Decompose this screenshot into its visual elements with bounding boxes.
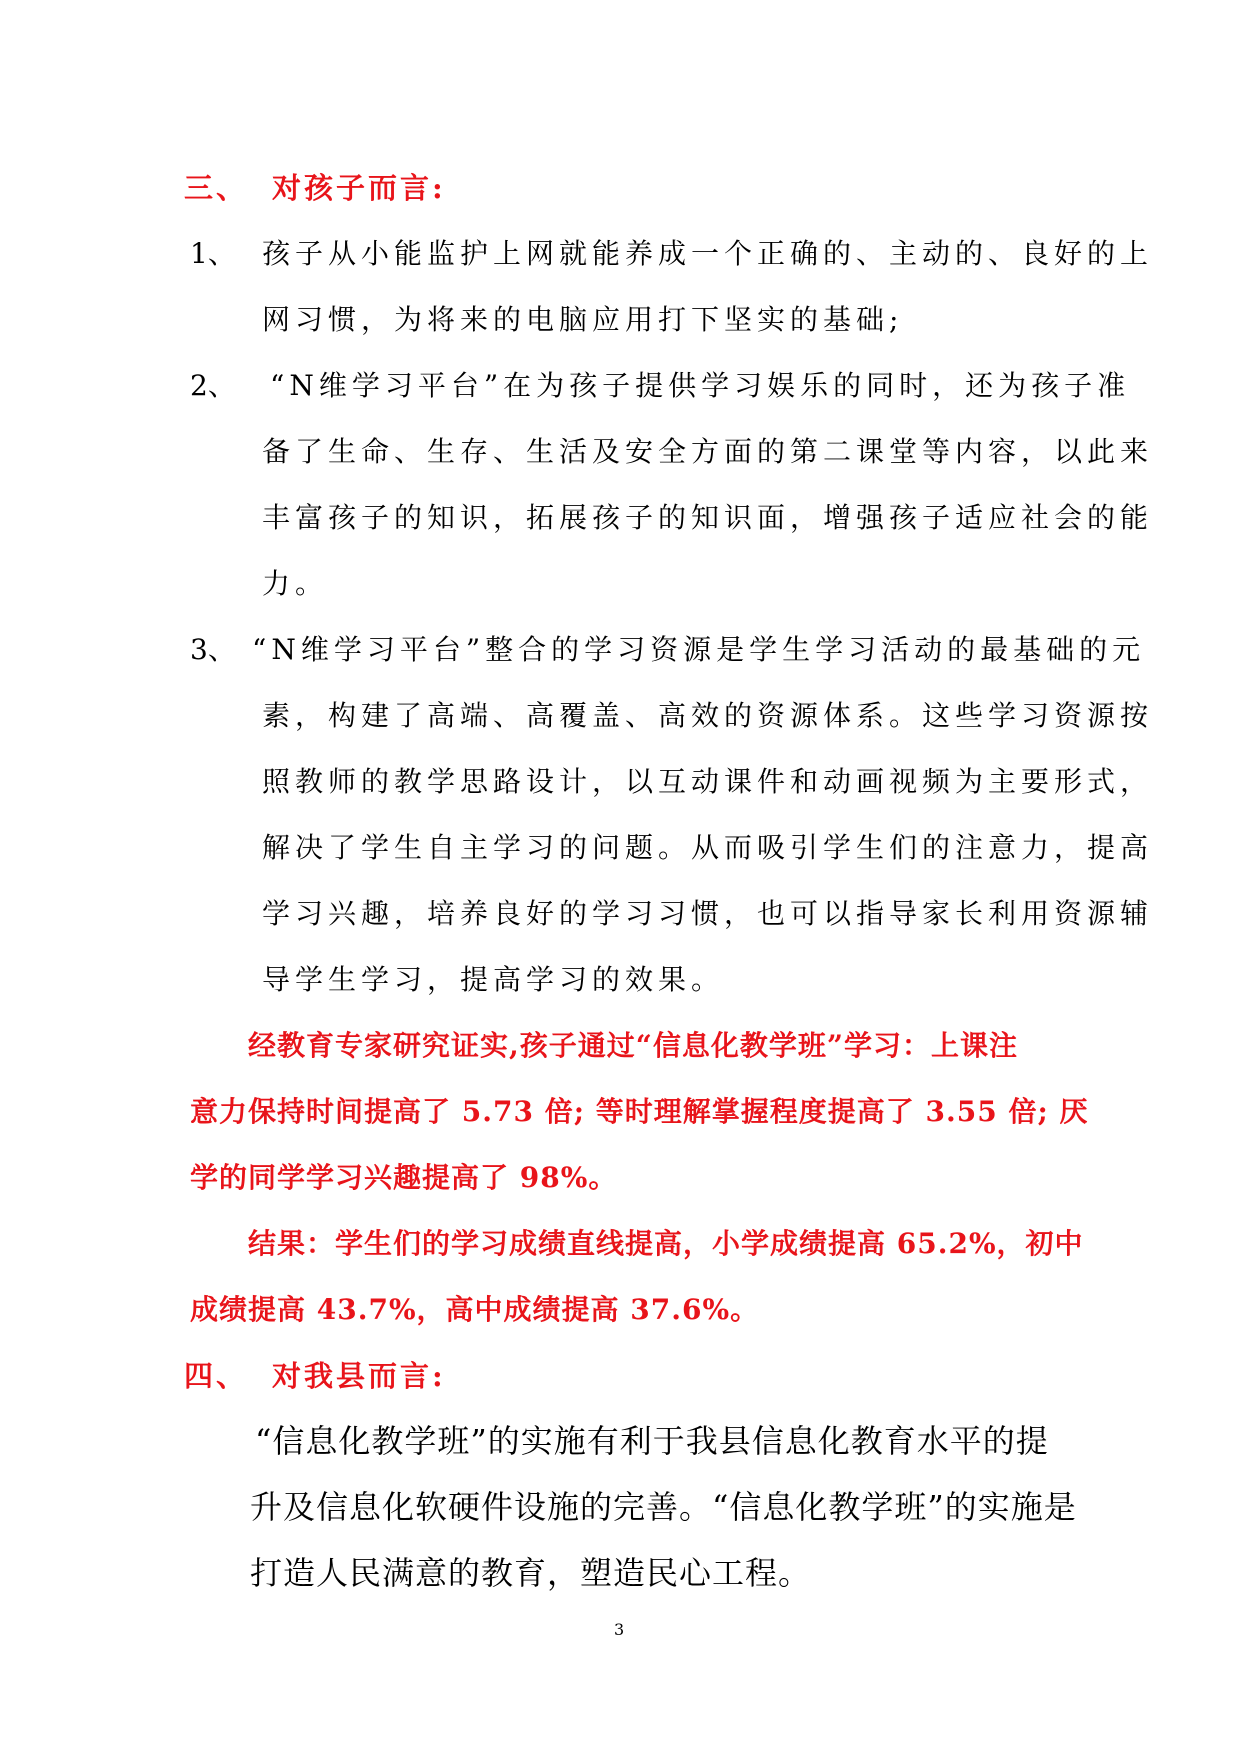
highlight-1-line-2: 意力保持时间提高了 5.73 倍; 等时理解掌握程度提高了 3.55 倍; 厌 <box>190 1095 1089 1128</box>
section-4-title: 对我县而言: <box>272 1359 446 1393</box>
highlight-1-line-1: 经教育专家研究证实,孩子通过“信息化教学班”学习：上课注 <box>248 1029 1018 1062</box>
page-number: 3 <box>614 1620 625 1639</box>
highlight-1-line-3: 学的同学学习兴趣提高了 98%。 <box>190 1161 618 1194</box>
item-2-number: 2、 <box>190 369 236 402</box>
item-3-line-1: “N维学习平台”整合的学习资源是学生学习活动的最基础的元 <box>252 633 1146 666</box>
section-3-title: 对孩子而言: <box>272 171 446 205</box>
section-3-number: 三、 <box>184 171 249 205</box>
section-4-line-2: 升及信息化软硬件设施的完善。“信息化教学班”的实施是 <box>250 1488 1077 1526</box>
item-1-line-2: 网习惯，为将来的电脑应用打下坚实的基础; <box>262 303 904 336</box>
item-3-line-5: 学习兴趣，培养良好的学习习惯，也可以指导家长利用资源辅 <box>262 897 1154 930</box>
highlight-2-line-2: 成绩提高 43.7%，高中成绩提高 37.6%。 <box>190 1293 760 1326</box>
item-2-line-3: 丰富孩子的知识，拓展孩子的知识面，增强孩子适应社会的能 <box>262 501 1154 534</box>
item-1-line-1: 孩子从小能监护上网就能养成一个正确的、主动的、良好的上 <box>262 237 1154 270</box>
item-1-number: 1、 <box>190 237 236 270</box>
item-2-line-1: “N维学习平台”在为孩子提供学习娱乐的同时，还为孩子准 <box>270 369 1131 402</box>
section-4-number: 四、 <box>184 1359 249 1393</box>
item-3-line-4: 解决了学生自主学习的问题。从而吸引学生们的注意力，提高 <box>262 831 1154 864</box>
item-2-line-4: 力。 <box>262 567 329 600</box>
item-2-line-2: 备了生命、生存、生活及安全方面的第二课堂等内容，以此来 <box>262 435 1154 468</box>
section-4-line-1: “信息化教学班”的实施有利于我县信息化教育水平的提 <box>255 1422 1049 1460</box>
item-3-number: 3、 <box>190 633 236 666</box>
highlight-2-line-1: 结果：学生们的学习成绩直线提高，小学成绩提高 65.2%，初中 <box>248 1227 1084 1260</box>
section-4-line-3: 打造人民满意的教育，塑造民心工程。 <box>250 1554 812 1592</box>
item-3-line-6: 导学生学习，提高学习的效果。 <box>262 963 725 996</box>
item-3-line-2: 素，构建了高端、高覆盖、高效的资源体系。这些学习资源按 <box>262 699 1154 732</box>
item-3-line-3: 照教师的教学思路设计，以互动课件和动画视频为主要形式， <box>262 765 1154 798</box>
